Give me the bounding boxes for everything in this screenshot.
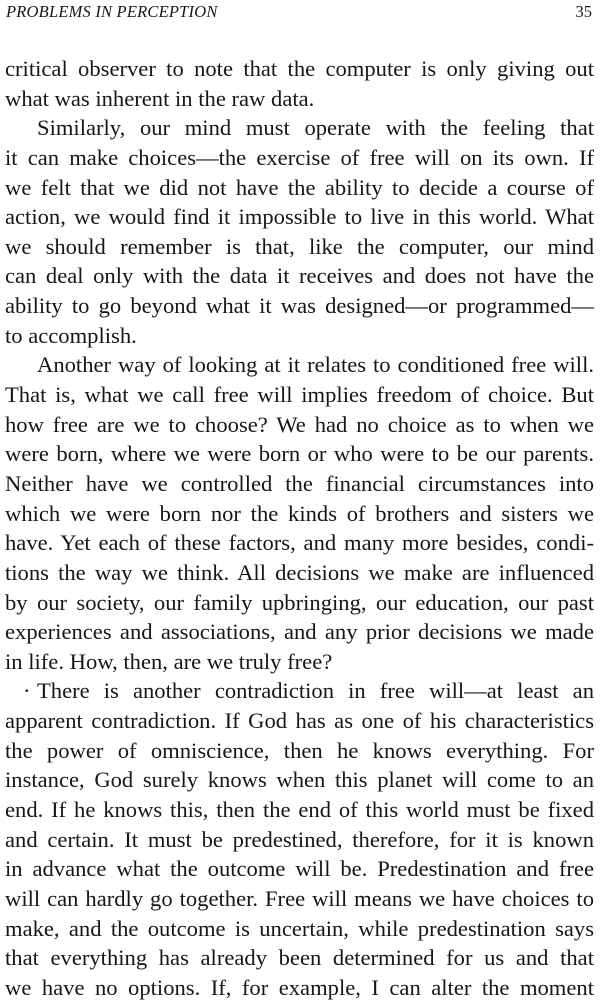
text-line: ability to go beyond what it was designed—or programmed— <box>5 293 594 319</box>
text-line: how free are we to choose? We had no choice as to when we <box>5 411 594 437</box>
text-line: critical observer to note that the computer is only giving out <box>5 56 594 81</box>
text-line: the power of omniscience, then he knows everything. For <box>5 737 594 763</box>
text-line: to accomplish. <box>5 322 137 348</box>
running-title: PROBLEMS IN PERCEPTION <box>6 2 218 21</box>
text-line: will can hardly go together. Free will means we have choices to <box>5 885 594 911</box>
running-head <box>6 2 592 26</box>
text-line: what was inherent in the raw data. <box>5 85 315 111</box>
text-line: were born, where we were born or who were to be our parents. <box>5 441 594 467</box>
text-line: end. If he knows this, then the end of this world must be fixed <box>5 797 594 823</box>
text-line: apparent contradiction. If God has as one of his characteristics <box>5 708 594 734</box>
text-line: can deal only with the data it receives and does not have the <box>5 263 594 289</box>
text-line: experiences and associations, and any prior decisions we made <box>5 619 594 645</box>
text-line: in life. How, then, are we truly free? <box>5 648 333 674</box>
text-line: have. Yet each of these factors, and many more besides, condi- <box>5 530 594 556</box>
paragraph-start-line <box>5 676 594 706</box>
text-line: in advance what the outcome will be. Predestination and free <box>5 856 594 882</box>
stray-mark: · <box>23 678 31 704</box>
text-line: by our society, our family upbringing, our education, our past <box>5 589 594 615</box>
text-line-content: There is another contradiction in free will—at least an <box>37 678 594 704</box>
text-line: which we were born nor the kinds of brothers and sisters we <box>5 500 594 526</box>
text-line: make, and the outcome is uncertain, while predestination says <box>5 915 594 941</box>
text-line: That is, what we call free will implies freedom of choice. But <box>5 382 594 408</box>
page-number: 35 <box>575 2 592 21</box>
text-line: it can make choices—the exercise of free will on its own. If <box>5 144 594 170</box>
text-line: and certain. It must be predestined, therefore, for it is known <box>5 826 594 852</box>
text-line: we have no options. If, for example, I can alter the moment <box>5 974 594 1000</box>
text-line: we should remember is that, like the computer, our mind <box>5 233 594 259</box>
text-line: instance, God surely knows when this planet will come to an <box>5 767 594 793</box>
body-text <box>5 54 594 1003</box>
paragraph-start-line: Another way of looking at it relates to conditioned free will. <box>37 352 594 378</box>
text-line: Neither have we controlled the financial circumstances into <box>5 470 594 496</box>
text-line: we felt that we did not have the ability to decide a course of <box>5 174 594 200</box>
text-line: action, we would find it impossible to live in this world. What <box>5 204 594 230</box>
text-line: tions the way we think. All decisions we make are influenced <box>5 559 594 585</box>
paragraph-start-line: Similarly, our mind must operate with the feeling that <box>37 115 594 141</box>
text-line: that everything has already been determined for us and that <box>5 945 594 971</box>
